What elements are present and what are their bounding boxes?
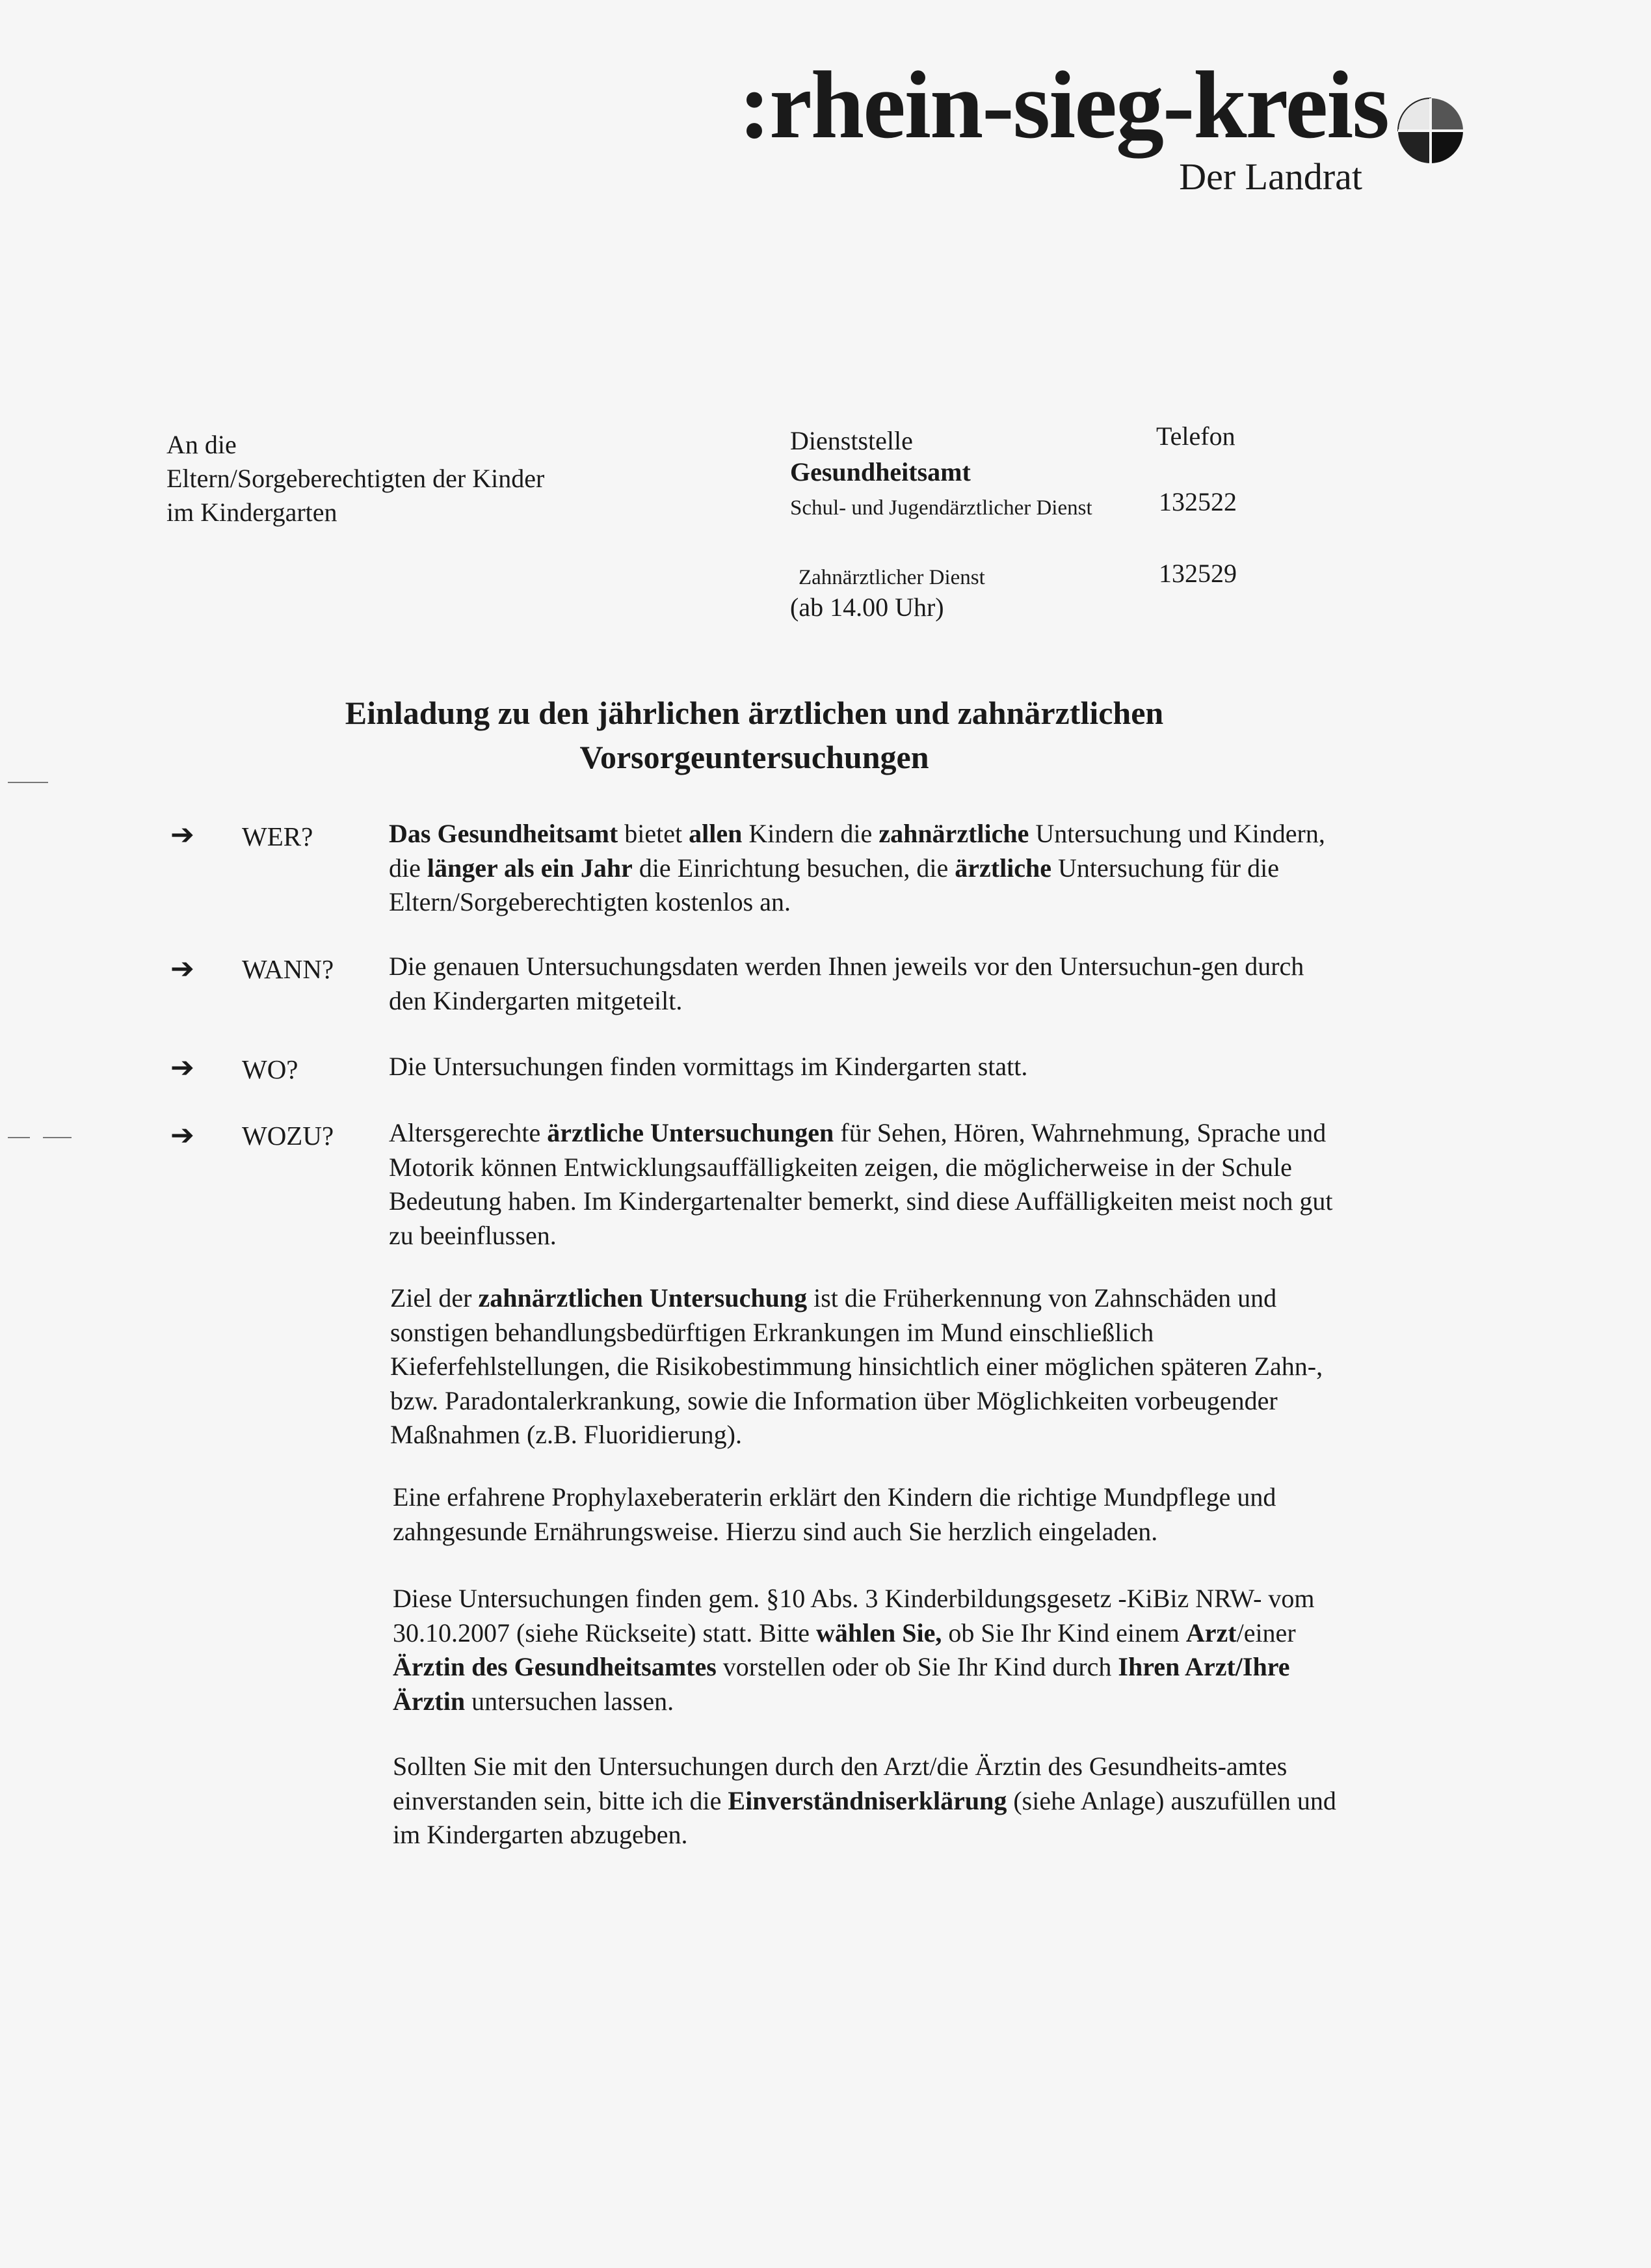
right-arrow-icon: ➔ [170, 1051, 194, 1084]
wozu-p1-a: Altersgerechte [389, 1118, 548, 1147]
wozu-p2-b: zahnärztlichen Untersuchung [478, 1283, 808, 1313]
title-line-1: Einladung zu den jährlichen ärztlichen und zahnärztlichen [345, 695, 1164, 731]
wozu-p2-a: Ziel der [390, 1283, 479, 1313]
punch-mark-right [43, 1137, 72, 1138]
recipient-line-3: im Kindergarten [166, 498, 337, 527]
fold-mark [8, 782, 48, 783]
wozu-p4-a: Diese Untersuchungen finden gem. §10 Abs. 3 Kinderbildungsgesetz -KiBiz NRW- vom 30.10.2007 (siehe Rückseite) statt. Bitte [393, 1584, 1315, 1648]
wozu-p1-b: ärztliche Untersuchungen [547, 1118, 834, 1147]
right-arrow-icon: ➔ [170, 952, 194, 985]
wozu-p5-a: Sollten Sie mit den Untersuchungen durch den Arzt/die Ärztin des Gesundheits-amtes einverstanden sein, bitte ich die [393, 1752, 1288, 1815]
wozu-p4-e: /einer [1236, 1618, 1296, 1648]
right-arrow-icon: ➔ [170, 1119, 194, 1152]
department-label: Dienststelle [790, 426, 913, 455]
wozu-paragraph-5 [393, 1750, 1349, 1852]
wozu-p4-i: untersuchen lassen. [465, 1686, 674, 1716]
wer-text-1: Das Gesundheitsamt [389, 819, 618, 848]
wozu-paragraph-3 [393, 1480, 1349, 1549]
wozu-p4-b: wählen Sie, [816, 1618, 942, 1648]
wer-text-2: bietet [618, 819, 689, 848]
department-service-2: Zahnärztlicher Dienst [799, 566, 985, 589]
section-label-wozu: WOZU? [242, 1121, 334, 1151]
wozu-p2-c: ist die Früherkennung von Zahnschäden und sonstigen behandlungsbedürftigen Erkrankungen im Mund einschließlich Kieferfehlstellungen, die Risikobestimmung hinsichtlich einer möglichen späteren Zahn-, bzw. Paradontalerkrankung, sowie die Information über Möglichkeiten vorbeugender Maßnahmen (z.B. Fluoridierung). [390, 1283, 1323, 1449]
wozu-p5-c: (siehe Anlage) auszufüllen und im Kindergarten abzugeben. [393, 1785, 1336, 1849]
right-arrow-icon: ➔ [170, 818, 194, 851]
wozu-p4-g: vorstellen oder ob Sie Ihr Kind durch [716, 1652, 1118, 1681]
wer-text-10: Untersuchung für die Eltern/Sorgeberechtigten kostenlos an. [389, 853, 1279, 916]
wo-text: Die Untersuchungen finden vormittags im Kindergarten statt. [389, 1052, 1028, 1081]
logo-name: :rhein-sieg-kreis [738, 52, 1388, 159]
logo-mark-icon [1395, 95, 1466, 167]
section-text-wer [389, 817, 1345, 920]
phone-number-1: 132522 [1159, 487, 1237, 516]
logo-subtitle: Der Landrat [1179, 155, 1362, 198]
department-name: Gesundheitsamt [790, 457, 971, 487]
wozu-paragraph-4 [393, 1582, 1349, 1718]
wer-text-7: länger als ein Jahr [427, 853, 633, 883]
section-label-wo: WO? [242, 1054, 298, 1084]
wozu-p5-b: Einverständniserklärung [728, 1785, 1007, 1815]
wer-text-3: allen [689, 819, 743, 848]
wer-text-5: zahnärztliche [878, 819, 1029, 848]
title-line-2: Vorsorgeuntersuchungen [579, 739, 929, 775]
section-label-wann: WANN? [242, 954, 334, 984]
document-title [195, 691, 1314, 779]
wozu-p4-c: ob Sie Ihr Kind einem [942, 1618, 1186, 1648]
phone-label: Telefon [1156, 421, 1235, 451]
logo [738, 52, 1466, 207]
phone-number-2: 132529 [1159, 559, 1237, 588]
wozu-p1-c: für Sehen, Hören, Wahrnehmung, Sprache und Motorik können Entwicklungsauffälligkeiten zeigen, die möglicherweise in der Schule Bedeutung haben. Im Kindergartenalter bemerkt, sind diese Auffälligkeiten meist noch gut zu beeinflussen. [389, 1118, 1333, 1250]
punch-mark-left [8, 1137, 30, 1138]
wozu-p4-h: Ihren Arzt/Ihre Ärztin [393, 1652, 1290, 1716]
recipient-line-2: Eltern/Sorgeberechtigten der Kinder [166, 464, 545, 493]
department-service-2-note: (ab 14.00 Uhr) [790, 593, 944, 622]
wann-text: Die genauen Untersuchungsdaten werden Ihnen jeweils vor den Untersuchun-gen durch den Kindergarten mitgeteilt. [389, 952, 1304, 1015]
wer-text-6: Untersuchung und Kindern, die [389, 819, 1325, 883]
section-label-wer: WER? [242, 821, 313, 851]
recipient-address [166, 428, 544, 529]
section-text-wo [389, 1050, 1345, 1084]
wer-text-8: die Einrichtung besuchen, die [632, 853, 955, 883]
wozu-p4-f: Ärztin des Gesundheitsamtes [393, 1652, 717, 1681]
wozu-p4-d: Arzt [1185, 1618, 1237, 1648]
section-text-wann [389, 950, 1345, 1018]
wer-text-9: ärztliche [955, 853, 1052, 883]
wozu-paragraph-2 [390, 1281, 1346, 1452]
recipient-line-1: An die [166, 430, 237, 459]
department-service-1: Schul- und Jugendärztlicher Dienst [790, 496, 1092, 520]
wozu-paragraph-1 [389, 1116, 1345, 1253]
wozu-p3: Eine erfahrene Prophylaxeberaterin erklärt den Kindern die richtige Mundpflege und zahngesunde Ernährungsweise. Hierzu sind auch Sie herzlich eingeladen. [393, 1482, 1276, 1546]
wer-text-4: Kindern die [742, 819, 879, 848]
